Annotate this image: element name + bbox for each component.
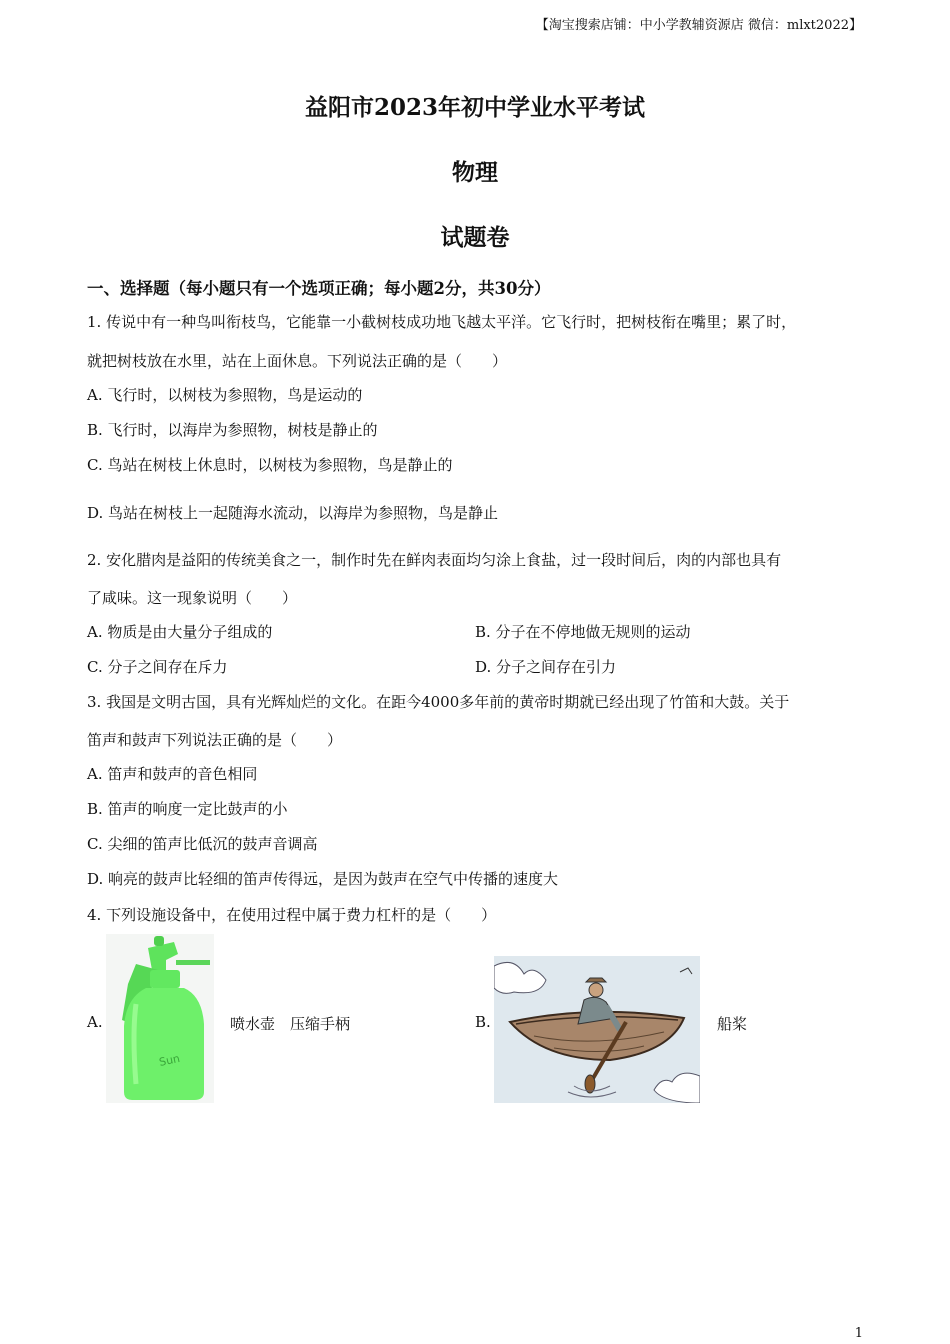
sprayer-image [106,934,214,1103]
q4-option-a-caption: 喷水壶 压缩手柄 [230,1015,351,1033]
q2-stem-line2: 了咸味。这一现象说明（ ） [87,589,298,607]
header-note: 【淘宝搜索店铺：中小学教辅资源店 微信：mlxt2022】 [535,18,862,33]
svg-text:Sun: Sun [157,1051,182,1069]
q3-option-a: A. 笛声和鼓声的音色相同 [87,765,258,783]
section-heading: 一、选择题（每小题只有一个选项正确；每小题2分，共30分） [87,279,551,298]
q3-option-b: B. 笛声的响度一定比鼓声的小 [87,800,288,818]
q1-stem-line1: 1. 传说中有一种鸟叫衔枝鸟，它能靠一小截树枝成功地飞越太平洋。它飞行时，把树枝衔在嘴里；累了时， [87,313,797,331]
q2-option-a: A. 物质是由大量分子组成的 [87,623,273,641]
q3-option-d: D. 响亮的鼓声比轻细的笛声传得远，是因为鼓声在空气中传播的速度大 [87,870,559,888]
q2-option-b: B. 分子在不停地做无规则的运动 [475,623,691,641]
q3-stem-line2: 笛声和鼓声下列说法正确的是（ ） [87,731,343,749]
q4-option-a-label: A. [87,1013,103,1031]
q1-option-d: D. 鸟站在树枝上一起随海水流动，以海岸为参照物，鸟是静止 [87,504,499,522]
exam-title: 益阳市2023年初中学业水平考试 [304,94,645,121]
q2-option-d: D. 分子之间存在引力 [475,658,617,676]
q2-option-c: C. 分子之间存在斥力 [87,658,228,676]
q3-stem-line1: 3. 我国是文明古国，具有光辉灿烂的文化。在距今4000多年前的黄帝时期就已经出现了竹笛和大鼓。关于 [87,693,790,711]
q1-option-c: C. 鸟站在树枝上休息时，以树枝为参照物，鸟是静止的 [87,456,453,474]
q1-option-a: A. 飞行时，以树枝为参照物，鸟是运动的 [87,386,363,404]
q3-option-c: C. 尖细的笛声比低沉的鼓声音调高 [87,835,318,853]
q4-option-b-caption: 船桨 [717,1015,748,1033]
q1-stem-line2: 就把树枝放在水里，站在上面休息。下列说法正确的是（ ） [87,352,508,370]
q4-stem: 4. 下列设施设备中，在使用过程中属于费力杠杆的是（ ） [87,906,497,924]
paper-title: 试题卷 [440,224,510,251]
q1-option-b: B. 飞行时，以海岸为参照物，树枝是静止的 [87,421,378,439]
rowboat-image [494,956,700,1103]
page-number: 1 [854,1326,863,1341]
q2-stem-line1: 2. 安化腊肉是益阳的传统美食之一，制作时先在鲜肉表面均匀涂上食盐，过一段时间后，肉的内部也具有 [87,551,782,569]
subject-title: 物理 [452,159,498,186]
q4-option-b-label: B. [475,1013,491,1031]
